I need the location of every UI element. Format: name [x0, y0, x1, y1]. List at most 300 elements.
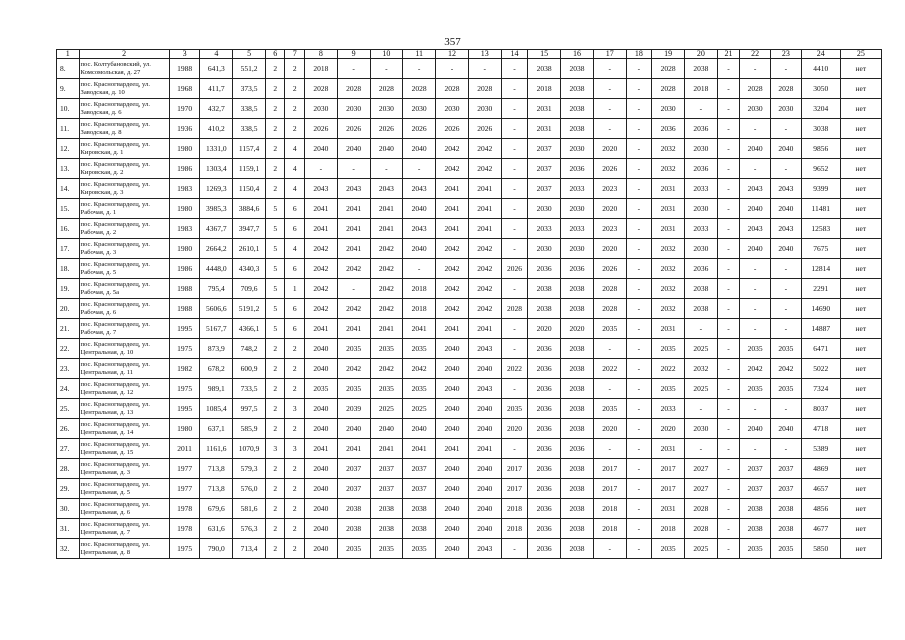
table-cell: 2042 [468, 139, 501, 159]
table-cell: 2020 [593, 419, 626, 439]
table-cell: 2025 [403, 399, 436, 419]
table-cell: 2 [266, 539, 285, 559]
table-cell: 2028 [740, 79, 771, 99]
table-cell: - [685, 319, 718, 339]
column-number: 1 [57, 50, 80, 59]
table-cell: 2042 [403, 359, 436, 379]
table-cell: 2040 [436, 499, 469, 519]
table-cell: 2026 [468, 119, 501, 139]
table-cell: 2030 [561, 139, 594, 159]
table-cell: 2035 [337, 339, 370, 359]
table-row [57, 239, 882, 259]
table-cell: 713,4 [233, 539, 266, 559]
table-cell: 5606,6 [200, 299, 233, 319]
table-cell: - [626, 199, 652, 219]
table-cell: 2 [266, 139, 285, 159]
table-cell: 12814 [801, 259, 840, 279]
table-cell: - [626, 139, 652, 159]
table-cell: 2030 [740, 99, 771, 119]
table-cell: нет [840, 139, 881, 159]
table-cell: 2040 [403, 239, 436, 259]
table-cell: 2038 [740, 519, 771, 539]
table-cell: - [501, 179, 528, 199]
table-row [57, 119, 882, 139]
table-cell: 2028 [593, 279, 626, 299]
table-cell: 1986 [169, 159, 200, 179]
table-cell: - [337, 279, 370, 299]
table-cell: 2022 [652, 359, 685, 379]
table-cell: нет [840, 379, 881, 399]
table-cell: 2040 [436, 539, 469, 559]
table-cell: 576,3 [233, 519, 266, 539]
column-number: 20 [685, 50, 718, 59]
table-cell: - [626, 219, 652, 239]
column-number: 8 [304, 50, 337, 59]
table-cell: 2 [266, 159, 285, 179]
table-cell: 1085,4 [200, 399, 233, 419]
table-cell: 5 [266, 319, 285, 339]
table-cell: 2036 [528, 359, 561, 379]
row-number: 26. [57, 419, 80, 439]
table-cell: 2040 [436, 399, 469, 419]
table-cell: 2026 [593, 159, 626, 179]
table-cell: 2018 [501, 499, 528, 519]
table-cell: 2032 [652, 139, 685, 159]
row-number: 15. [57, 199, 80, 219]
table-cell: 2033 [561, 219, 594, 239]
table-cell: 2017 [593, 459, 626, 479]
table-cell: 4856 [801, 499, 840, 519]
table-cell: 2 [285, 479, 304, 499]
table-cell: 997,5 [233, 399, 266, 419]
table-cell: 2037 [740, 479, 771, 499]
table-cell: 1977 [169, 459, 200, 479]
table-cell: 2040 [403, 139, 436, 159]
table-cell: - [717, 139, 740, 159]
table-cell: - [717, 159, 740, 179]
row-number: 17. [57, 239, 80, 259]
table-cell: 2040 [304, 399, 337, 419]
table-cell: 1983 [169, 179, 200, 199]
address-cell: пос. Красногвардеец, ул. Центральная, д. 12 [79, 379, 169, 399]
column-number: 6 [266, 50, 285, 59]
column-number: 24 [801, 50, 840, 59]
table-cell: 2035 [501, 399, 528, 419]
table-cell: - [626, 59, 652, 79]
table-cell: 2 [266, 119, 285, 139]
table-cell: 2043 [740, 179, 771, 199]
table-cell: 2040 [403, 419, 436, 439]
table-cell: 4448,0 [200, 259, 233, 279]
table-cell: - [501, 199, 528, 219]
table-cell: 2042 [468, 279, 501, 299]
address-cell: пос. Красногвардеец, ул. Центральная, д. 11 [79, 359, 169, 379]
table-cell: 679,6 [200, 499, 233, 519]
table-cell: 2043 [468, 339, 501, 359]
table-cell: 2036 [528, 399, 561, 419]
table-cell: 2028 [436, 79, 469, 99]
table-cell: - [501, 379, 528, 399]
table-cell: 2041 [370, 219, 403, 239]
table-cell: 2043 [370, 179, 403, 199]
table-cell: 2 [266, 419, 285, 439]
table-cell: 2020 [528, 319, 561, 339]
table-cell: 2043 [468, 539, 501, 559]
table-cell: 2026 [304, 119, 337, 139]
address-cell: пос. Красногвардеец, ул. Рабочая, д. 5 [79, 259, 169, 279]
address-cell: пос. Красногвардеец, ул. Кировская, д. 2 [79, 159, 169, 179]
table-cell: - [626, 299, 652, 319]
table-row [57, 539, 882, 559]
table-cell: 4 [285, 159, 304, 179]
table-cell: 4366,1 [233, 319, 266, 339]
table-cell: 2040 [436, 419, 469, 439]
table-cell: 2 [266, 339, 285, 359]
table-cell: - [501, 319, 528, 339]
column-number: 7 [285, 50, 304, 59]
table-cell: 7324 [801, 379, 840, 399]
row-number: 28. [57, 459, 80, 479]
table-cell: 2030 [685, 419, 718, 439]
column-number: 17 [593, 50, 626, 59]
table-cell: - [685, 399, 718, 419]
table-cell: 2028 [337, 79, 370, 99]
address-cell: пос. Красногвардеец, ул. Центральная, д. 5 [79, 479, 169, 499]
table-cell: 2031 [652, 199, 685, 219]
table-cell: - [626, 159, 652, 179]
table-cell: 2038 [561, 459, 594, 479]
table-cell: 2041 [468, 319, 501, 339]
table-cell: 2038 [403, 519, 436, 539]
table-cell: 2037 [370, 479, 403, 499]
table-cell: 1159,1 [233, 159, 266, 179]
table-cell: 2038 [685, 299, 718, 319]
table-cell: 2042 [771, 359, 802, 379]
table-cell: 2042 [370, 279, 403, 299]
table-cell: нет [840, 159, 881, 179]
table-cell: 2022 [501, 359, 528, 379]
table-cell: - [501, 99, 528, 119]
table-cell: 4 [285, 239, 304, 259]
table-cell: 585,9 [233, 419, 266, 439]
table-cell: 2036 [561, 439, 594, 459]
table-cell: 2042 [370, 239, 403, 259]
table-cell: - [403, 159, 436, 179]
table-cell: 2033 [685, 179, 718, 199]
address-cell: пос. Красногвардеец, ул. Центральная, д. 13 [79, 399, 169, 419]
table-cell: 637,1 [200, 419, 233, 439]
table-cell: 2043 [740, 219, 771, 239]
row-number: 9. [57, 79, 80, 99]
table-cell: 2036 [528, 339, 561, 359]
table-cell: 2036 [561, 159, 594, 179]
table-row [57, 359, 882, 379]
table-cell: - [771, 159, 802, 179]
table-cell: 2036 [528, 479, 561, 499]
table-cell: 4 [285, 179, 304, 199]
table-cell: 2017 [501, 459, 528, 479]
column-number: 2 [79, 50, 169, 59]
table-cell: 2018 [528, 79, 561, 99]
table-cell: 2037 [370, 459, 403, 479]
table-cell: 2 [285, 519, 304, 539]
table-cell: 2035 [771, 339, 802, 359]
table-cell: - [593, 439, 626, 459]
table-cell: 7675 [801, 239, 840, 259]
table-cell: 2038 [561, 539, 594, 559]
table-cell: 2027 [685, 459, 718, 479]
table-cell: 4677 [801, 519, 840, 539]
column-number: 22 [740, 50, 771, 59]
table-cell: 1070,9 [233, 439, 266, 459]
table-cell: 6471 [801, 339, 840, 359]
table-cell: 2040 [337, 419, 370, 439]
table-cell: 748,2 [233, 339, 266, 359]
table-cell: - [717, 179, 740, 199]
table-cell: - [717, 539, 740, 559]
table-cell: нет [840, 359, 881, 379]
table-cell: 5191,2 [233, 299, 266, 319]
table-cell: 2043 [403, 179, 436, 199]
table-cell: 1975 [169, 539, 200, 559]
table-cell: 2020 [593, 199, 626, 219]
table-cell: 2 [266, 379, 285, 399]
table-cell: 2037 [403, 459, 436, 479]
table-cell: 2038 [561, 99, 594, 119]
table-cell: 2041 [436, 439, 469, 459]
table-cell: - [685, 439, 718, 459]
table-cell: - [626, 539, 652, 559]
table-cell: 3204 [801, 99, 840, 119]
table-cell: 2035 [337, 539, 370, 559]
table-cell: 14690 [801, 299, 840, 319]
table-cell: - [337, 159, 370, 179]
table-cell: - [337, 59, 370, 79]
table-cell: 2035 [652, 379, 685, 399]
table-cell: - [626, 359, 652, 379]
table-cell: нет [840, 99, 881, 119]
table-cell: 2032 [652, 159, 685, 179]
table-cell: - [771, 259, 802, 279]
table-cell: 2032 [652, 299, 685, 319]
table-row [57, 499, 882, 519]
table-cell: 2 [266, 99, 285, 119]
table-cell: 2042 [740, 359, 771, 379]
table-cell: 2030 [561, 199, 594, 219]
table-cell: 2042 [436, 279, 469, 299]
table-cell: 2 [266, 59, 285, 79]
table-cell: 5167,7 [200, 319, 233, 339]
table-row [57, 379, 882, 399]
table-cell: 5 [266, 259, 285, 279]
address-cell: пос. Красногвардеец, ул. Центральная, д. 6 [79, 499, 169, 519]
address-cell: пос. Красногвардеец, ул. Центральная, д. 8 [79, 539, 169, 559]
table-cell: 2031 [528, 99, 561, 119]
table-cell: нет [840, 119, 881, 139]
table-cell: 2036 [561, 259, 594, 279]
table-cell: 2040 [304, 419, 337, 439]
table-cell: 2 [285, 59, 304, 79]
table-cell: 2 [266, 179, 285, 199]
row-number: 21. [57, 319, 80, 339]
table-cell: 2041 [468, 179, 501, 199]
page-number: 357 [444, 36, 461, 48]
table-cell: - [403, 59, 436, 79]
table-cell: - [403, 259, 436, 279]
table-cell: 2022 [593, 359, 626, 379]
row-number: 23. [57, 359, 80, 379]
table-cell: 733,5 [233, 379, 266, 399]
table-cell: - [436, 59, 469, 79]
table-cell: 2017 [652, 479, 685, 499]
column-number: 3 [169, 50, 200, 59]
table-cell: 2028 [593, 299, 626, 319]
table-cell: 2028 [685, 519, 718, 539]
header-row [57, 50, 882, 59]
table-cell: 2040 [436, 359, 469, 379]
table-cell: 3050 [801, 79, 840, 99]
table-cell: - [593, 339, 626, 359]
table-cell: 2038 [561, 339, 594, 359]
table-cell: 5 [266, 299, 285, 319]
table-cell: 2037 [740, 459, 771, 479]
table-cell: 2043 [337, 179, 370, 199]
table-cell: 2042 [370, 259, 403, 279]
table-cell: 678,2 [200, 359, 233, 379]
table-cell: 2020 [501, 419, 528, 439]
row-number: 11. [57, 119, 80, 139]
table-cell: 2042 [468, 239, 501, 259]
table-cell: 6 [285, 319, 304, 339]
table-cell: 2020 [652, 419, 685, 439]
table-row [57, 179, 882, 199]
table-cell: - [468, 59, 501, 79]
table-cell: 2028 [685, 499, 718, 519]
table-cell: 2 [285, 379, 304, 399]
table-cell: - [626, 439, 652, 459]
table-cell: 2028 [652, 79, 685, 99]
table-cell: 2040 [771, 139, 802, 159]
table-cell: 579,3 [233, 459, 266, 479]
table-cell: 2036 [528, 459, 561, 479]
table-cell: 2040 [436, 519, 469, 539]
table-cell: 2038 [685, 59, 718, 79]
table-cell: 2036 [528, 499, 561, 519]
table-cell: 2018 [652, 519, 685, 539]
row-number: 22. [57, 339, 80, 359]
table-cell: 2028 [771, 79, 802, 99]
table-cell: 2038 [561, 419, 594, 439]
table-cell: - [626, 179, 652, 199]
table-cell: нет [840, 419, 881, 439]
table-cell: 3038 [801, 119, 840, 139]
table-cell: - [717, 399, 740, 419]
table-cell: - [717, 479, 740, 499]
table-cell: - [740, 159, 771, 179]
table-cell: 2035 [337, 379, 370, 399]
table-cell: нет [840, 59, 881, 79]
table-cell: - [717, 119, 740, 139]
row-number: 25. [57, 399, 80, 419]
table-cell: 1983 [169, 219, 200, 239]
column-number: 23 [771, 50, 802, 59]
row-number: 13. [57, 159, 80, 179]
table-cell: 2038 [337, 519, 370, 539]
table-cell: - [717, 99, 740, 119]
table-cell: - [717, 339, 740, 359]
table-cell: 2042 [436, 259, 469, 279]
table-cell: 2664,2 [200, 239, 233, 259]
column-number: 4 [200, 50, 233, 59]
table-cell: - [771, 59, 802, 79]
table-cell: 2043 [771, 179, 802, 199]
address-cell: пос. Красногвардеец, ул. Центральная, д. 14 [79, 419, 169, 439]
table-cell: 2042 [370, 359, 403, 379]
table-cell: 2038 [561, 59, 594, 79]
table-cell: 2041 [468, 439, 501, 459]
table-cell: 2036 [685, 119, 718, 139]
table-cell: 2028 [304, 79, 337, 99]
table-row [57, 459, 882, 479]
table-cell: 2042 [468, 159, 501, 179]
table-cell: 2041 [370, 319, 403, 339]
table-cell: 2039 [337, 399, 370, 419]
table-cell: 1986 [169, 259, 200, 279]
table-cell: - [717, 359, 740, 379]
table-cell: 2040 [304, 459, 337, 479]
table-cell: 2041 [370, 199, 403, 219]
table-cell: 2031 [652, 319, 685, 339]
table-cell: 2038 [528, 279, 561, 299]
table-cell: 2038 [561, 79, 594, 99]
table-cell: нет [840, 339, 881, 359]
table-row [57, 59, 882, 79]
address-cell: пос. Красногвардеец, ул. Заводская, д. 10 [79, 79, 169, 99]
table-cell: 2041 [370, 439, 403, 459]
column-number: 11 [403, 50, 436, 59]
table-cell: 1975 [169, 379, 200, 399]
table-cell: 2035 [370, 379, 403, 399]
table-cell: 3 [285, 399, 304, 419]
table-cell: 2040 [370, 419, 403, 439]
table-cell: 2038 [528, 299, 561, 319]
table-cell: 2041 [468, 199, 501, 219]
table-cell: 1303,4 [200, 159, 233, 179]
table-cell: 2036 [528, 519, 561, 539]
table-cell: 2030 [337, 99, 370, 119]
column-number: 16 [561, 50, 594, 59]
table-row [57, 139, 882, 159]
table-cell: - [717, 199, 740, 219]
table-cell: 2038 [561, 499, 594, 519]
table-cell: - [370, 159, 403, 179]
table-cell: 2035 [652, 339, 685, 359]
table-cell: 2017 [501, 479, 528, 499]
table-cell: 2018 [593, 499, 626, 519]
table-cell: 2040 [468, 479, 501, 499]
table-row [57, 419, 882, 439]
table-cell: - [717, 59, 740, 79]
table-cell: 2040 [304, 139, 337, 159]
table-cell: 1978 [169, 499, 200, 519]
table-cell: 2030 [468, 99, 501, 119]
table-cell: 2036 [685, 259, 718, 279]
table-cell: 2040 [304, 539, 337, 559]
table-cell: - [593, 379, 626, 399]
table-cell: 2035 [370, 539, 403, 559]
table-cell: 2040 [304, 499, 337, 519]
address-cell: пос. Красногвардеец, ул. Рабочая, д. 3 [79, 239, 169, 259]
